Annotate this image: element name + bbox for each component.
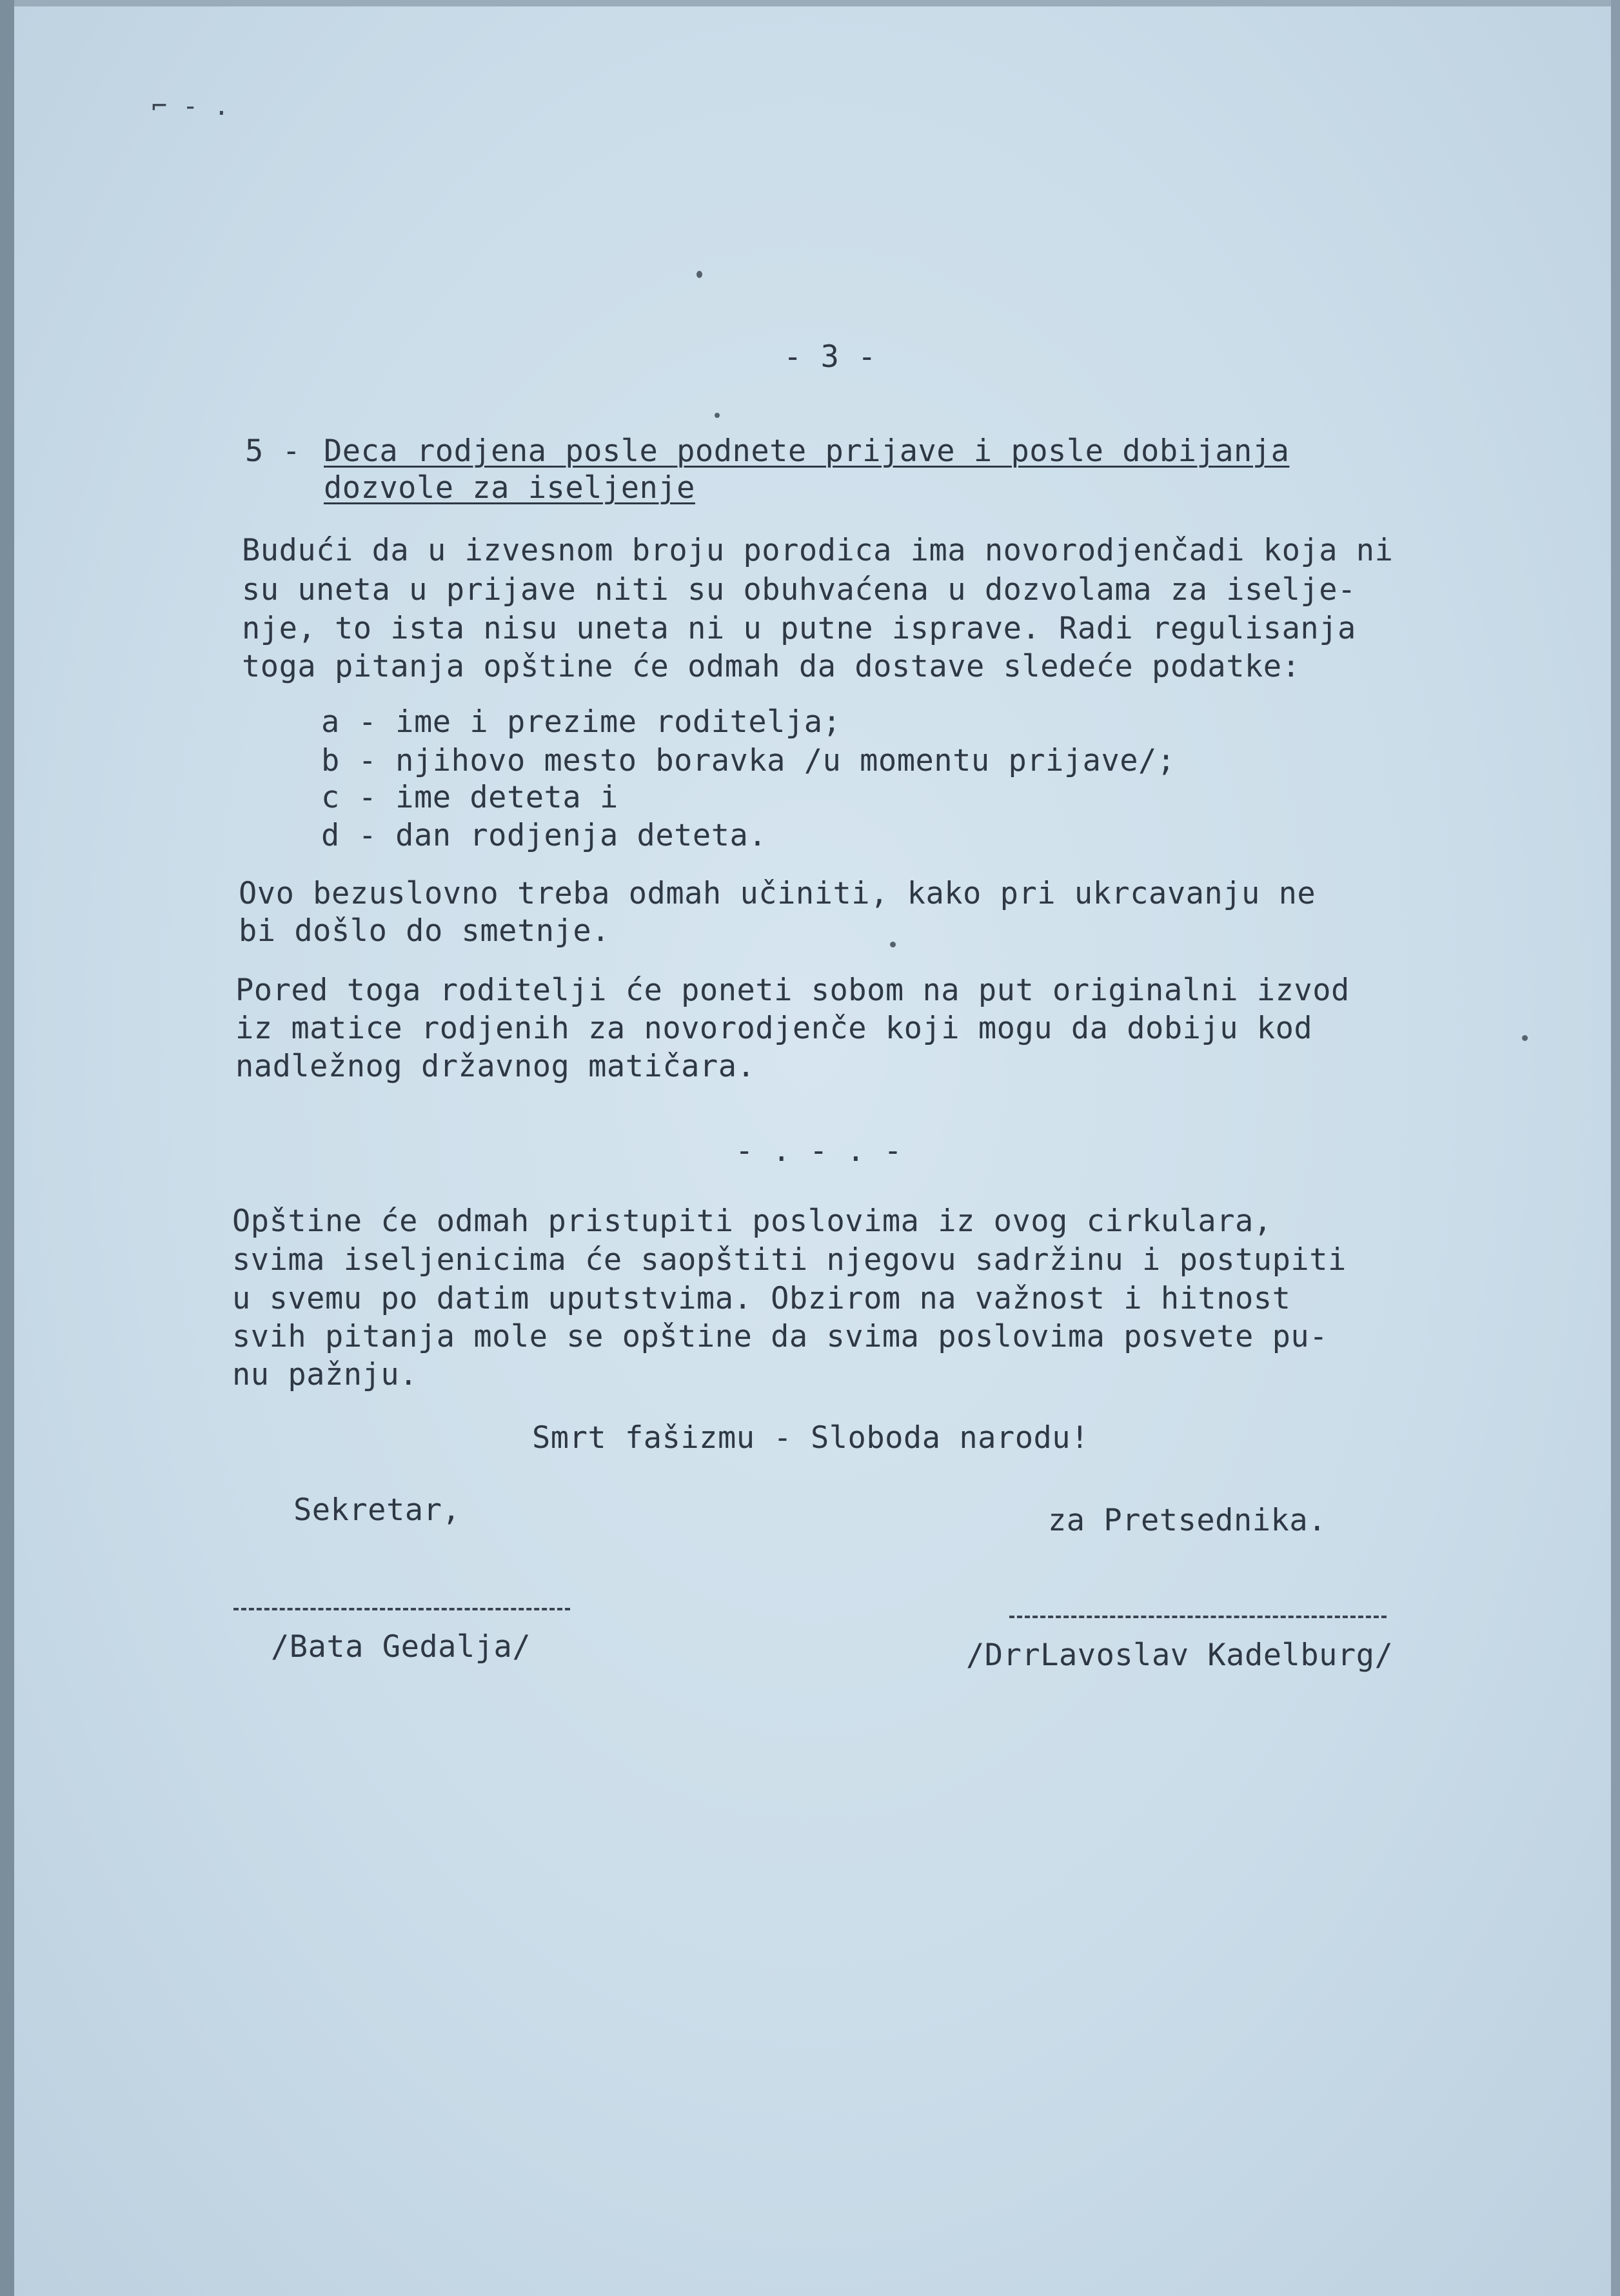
section-heading-line-1: Deca rodjena posle podnete prijave i posle dobijanja (324, 433, 1290, 469)
ink-speck (1522, 1035, 1528, 1041)
paragraph-1-line-1: Budući da u izvesnom broju porodica ima novorodjenčadi koja ni (242, 533, 1394, 568)
paragraph-1-line-3: nje, to ista nisu uneta ni u putne isprave. Radi regulisanja (242, 611, 1356, 646)
paragraph-4-line-1: Opštine će odmah pristupiti poslovima iz ovog cirkulara, (232, 1203, 1272, 1239)
ink-speck (715, 413, 720, 418)
right-signature-line (1009, 1616, 1387, 1618)
paragraph-1-line-4: toga pitanja opštine će odmah da dostave sledeće podatke: (242, 649, 1301, 684)
scan-edge-top (0, 0, 1620, 6)
section-number: 5 - (245, 433, 301, 469)
page-number: - 3 - (784, 339, 876, 375)
section-separator: - . - . - (735, 1133, 903, 1169)
scan-edge-left (0, 0, 14, 2296)
corner-mark: ⌐ - . (152, 92, 230, 121)
list-item-d: d - dan rodjenja deteta. (321, 818, 767, 853)
closing-salutation: Smrt fašizmu - Sloboda narodu! (532, 1420, 1089, 1456)
ink-speck (890, 942, 896, 947)
paragraph-4-line-2: svima iseljenicima će saopštiti njegovu sadržinu i postupiti (232, 1242, 1347, 1278)
left-signatory-title: Sekretar, (293, 1492, 461, 1528)
section-heading-line-2: dozvole za iseljenje (324, 470, 695, 506)
paragraph-2-line-2: bi došlo do smetnje. (239, 913, 610, 949)
ink-speck (696, 271, 702, 278)
paragraph-3-line-1: Pored toga roditelji će poneti sobom na put originalni izvod (235, 973, 1350, 1008)
list-item-b: b - njihovo mesto boravka /u momentu prijave/; (321, 743, 1176, 778)
paragraph-4-line-3: u svemu po datim uputstvima. Obzirom na važnost i hitnost (232, 1281, 1291, 1316)
right-signatory-name: /DrrLavoslav Kadelburg/ (966, 1638, 1394, 1673)
paragraph-3-line-2: iz matice rodjenih za novorodjenče koji mogu da dobiju kod (235, 1011, 1313, 1046)
list-item-c: c - ime deteta i (321, 780, 618, 815)
paragraph-1-line-2: su uneta u prijave niti su obuhvaćena u dozvolama za iselje- (242, 572, 1356, 608)
left-signatory-name: /Bata Gedalja/ (271, 1629, 531, 1665)
paragraph-4-line-4: svih pitanja mole se opštine da svima poslovima posvete pu- (232, 1319, 1328, 1354)
left-signature-line (233, 1608, 570, 1610)
right-signatory-title: za Pretsednika. (1048, 1503, 1327, 1538)
paragraph-3-line-3: nadležnog državnog matičara. (235, 1049, 756, 1084)
scan-edge-right (1611, 0, 1620, 2296)
list-item-a: a - ime i prezime roditelja; (321, 704, 842, 740)
paragraph-2-line-1: Ovo bezuslovno treba odmah učiniti, kako pri ukrcavanju ne (239, 876, 1316, 911)
paragraph-4-line-5: nu pažnju. (232, 1357, 418, 1392)
